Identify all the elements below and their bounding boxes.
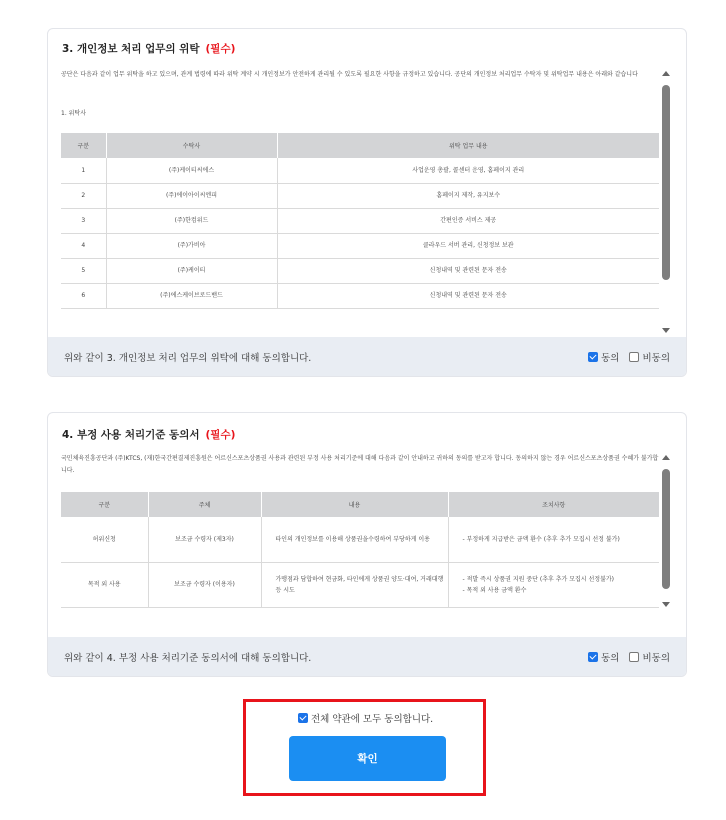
misuse-table [61,492,659,608]
agree-checkbox[interactable] [588,352,598,362]
agree-all-checkbox[interactable] [298,713,308,723]
section-3-intro: 공단은 다음과 같이 업무 위탁을 하고 있으며, 관계 법령에 따라 위탁 계약 시 개인정보가 안전하게 관리될 수 있도록 필요한 사항을 규정하고 있습니다. 공단의 개인정보 처리업무 수탁자 및 위탁업무 내용은 아래와 같습니다 [61,71,638,78]
table-header: 구분 [61,133,106,158]
disagree-checkbox[interactable] [629,352,639,362]
agree-all-highlight [243,699,486,796]
table-header: 조치사항 [448,492,659,517]
table-header: 내용 [261,492,448,517]
table-row: 1 (주)케이티씨에스 사업운영 총괄, 콜센터 운영, 홈페이지 관리 [61,158,659,183]
scroll-up-arrow-icon[interactable] [662,71,670,76]
agree-checkbox[interactable] [588,652,598,662]
table-header: 주체 [148,492,261,517]
table-header: 구분 [61,492,148,517]
section-3-consent-bar [48,337,686,376]
section-4-intro: 국민체육진흥공단과 (주)KTCS, (재)한국간편결제진흥원은 어르신스포츠상품권 사용과 관련된 부정 사용 처리기준에 대해 다음과 같이 안내하고 귀하의 동의를 받고자 합니다. 동의하지 않는 경우 어르신스포츠상품권 수혜가 불가합니다. [61,455,659,474]
required-badge: (필수) [205,429,236,441]
section-4-consent-bar [48,637,686,676]
required-badge: (필수) [205,43,236,55]
agree-label: 동의 [601,652,620,664]
consignee-table [61,133,659,309]
scroll-down-arrow-icon[interactable] [662,328,670,333]
disagree-option[interactable] [629,350,670,364]
disagree-label: 비동의 [642,652,670,664]
section-3-panel [47,28,687,377]
table-row: 6 (주)에스케이브로드밴드 신청내역 및 관련된 문자 전송 [61,283,659,308]
section-4-scroll-area[interactable] [48,413,686,638]
scrollbar[interactable] [660,455,672,607]
section-3-scroll-area[interactable] [48,29,686,339]
agree-label: 동의 [601,352,620,364]
table-header: 위탁 업무 내용 [277,133,659,158]
agree-option[interactable] [588,350,619,364]
disagree-label: 비동의 [642,352,670,364]
table-row: 2 (주)에이아이씨엔피 홈페이지 제작, 유지보수 [61,183,659,208]
table-header: 수탁사 [106,133,277,158]
agree-all-option[interactable] [298,711,433,725]
confirm-button[interactable]: 확인 [289,736,446,781]
consent-statement: 위와 같이 3. 개인정보 처리 업무의 위탁에 대해 동의합니다. [64,352,312,364]
scroll-thumb[interactable] [662,85,670,280]
table-row: 3 (주)한컴위드 간편인증 서비스 제공 [61,208,659,233]
scroll-thumb[interactable] [662,469,670,589]
consent-statement: 위와 같이 4. 부정 사용 처리기준 동의서에 대해 동의합니다. [64,652,312,664]
section-3-title: 3. 개인정보 처리 업무의 위탁 (필수) [62,43,236,55]
table-row: 4 (주)가비아 클라우드 서버 관리, 신청정보 보관 [61,233,659,258]
section-3-subheading: 1. 위탁사 [61,110,87,117]
scroll-up-arrow-icon[interactable] [662,455,670,460]
section-4-title: 4. 부정 사용 처리기준 동의서 (필수) [62,429,236,441]
agree-option[interactable] [588,650,619,664]
scrollbar[interactable] [660,71,672,333]
disagree-option[interactable] [629,650,670,664]
table-row: 5 (주)케이티 신청내역 및 관련된 문자 전송 [61,258,659,283]
scroll-down-arrow-icon[interactable] [662,602,670,607]
section-4-panel [47,412,687,677]
disagree-checkbox[interactable] [629,652,639,662]
table-row: 목적 외 사용 보조금 수령자 (이용자) 가맹점과 담합하여 현금화, 타인에게 상품권 양도·대여, 거래대행 등 시도 - 적발 즉시 상품권 지원 중단 (추후 추가 모집시 선정불가) - 목적 외 사용 금액 환수 [61,562,659,607]
table-row: 허위신청 보조금 수령자 (제3자) 타인의 개인정보를 이용해 상품권을수령하여 부당하게 이용 - 부정하게 지급받은 금액 환수 (추후 추가 모집시 선정 불가) [61,517,659,562]
agree-all-label: 전체 약관에 모두 동의합니다. [311,714,434,725]
